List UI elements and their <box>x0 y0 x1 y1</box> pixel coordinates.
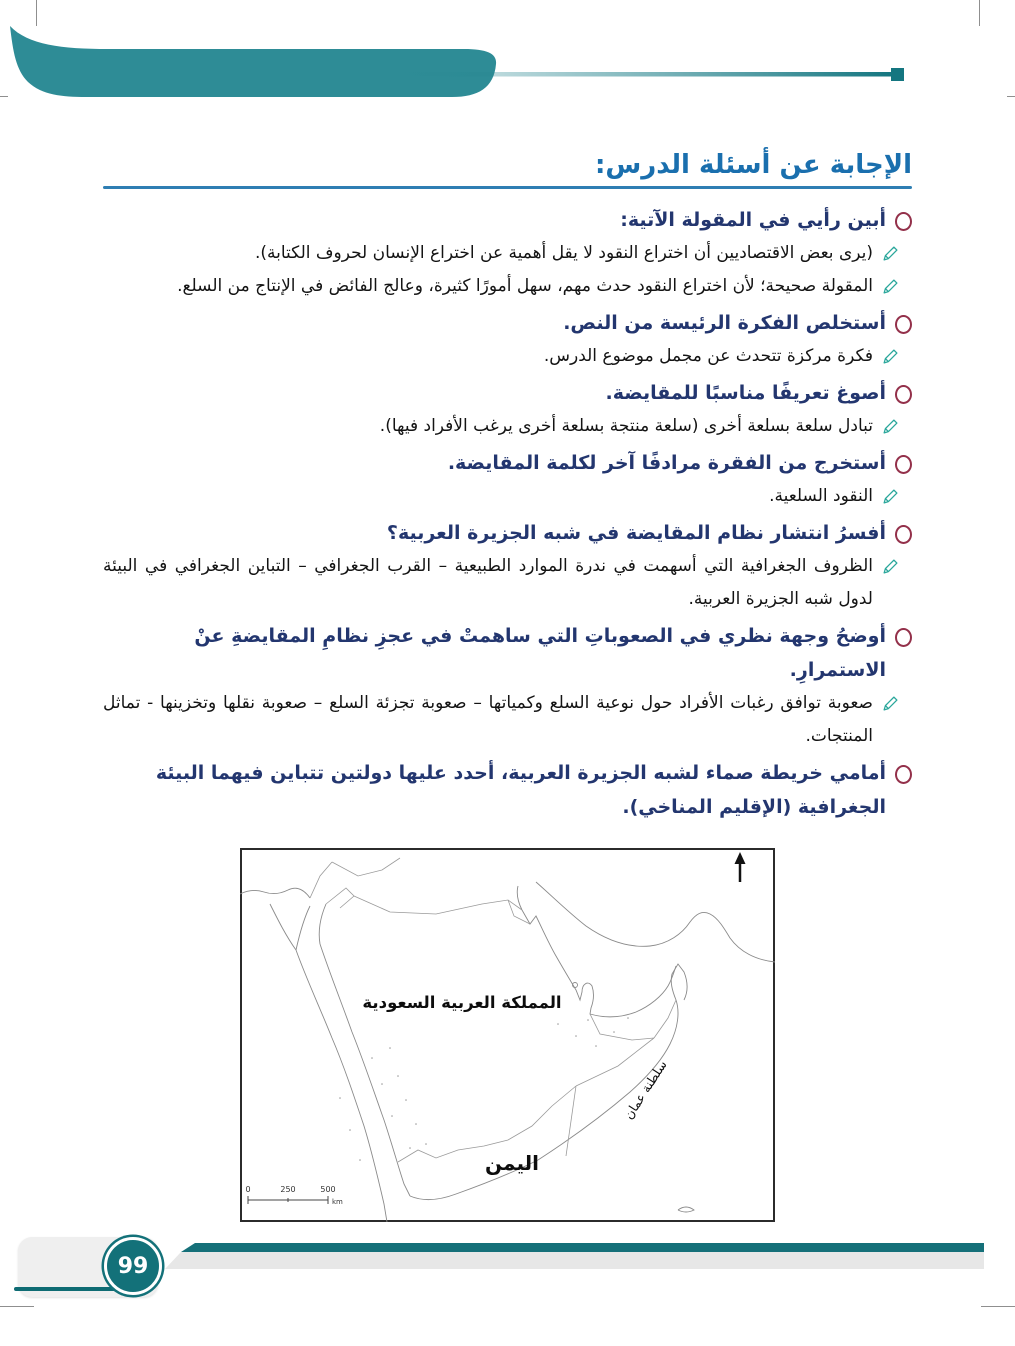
answer-row <box>103 480 912 513</box>
question-text: أصوغ تعريفًا مناسبًا للمقايضة. <box>605 382 886 404</box>
scale-tick-250: 250 <box>280 1185 296 1194</box>
answer-row <box>103 270 912 303</box>
scale-tick-0: 0 <box>245 1185 251 1194</box>
scale-unit: km <box>332 1198 343 1206</box>
pencil-icon <box>882 245 899 262</box>
page-number: 99 <box>117 1253 149 1279</box>
answer-text: فكرة مركزة تتحدث عن مجمل موضوع الدرس. <box>543 346 873 366</box>
question-text: أمامي خريطة صماء لشبه الجزيرة العربية، أحدد عليها دولتين تتباين فيهما البيئة الجغرافية (الإقليم المناخي). <box>155 762 886 818</box>
label-saudi-arabia: المملكة العربية السعودية <box>362 993 562 1012</box>
question-bullet-icon <box>895 628 912 647</box>
footer-accent-line <box>14 1287 124 1291</box>
question-bullet-icon <box>895 765 912 784</box>
question-row <box>103 619 912 687</box>
arabian-peninsula-map <box>240 848 775 1226</box>
answer-text: المقولة صحيحة؛ لأن اختراع النقود حدث مهم، سهل أمورًا كثيرة، وعالج الفائض في الإنتاج من السلع. <box>177 276 873 296</box>
question-bullet-icon <box>895 455 912 474</box>
answer-row <box>103 340 912 373</box>
answer-text: صعوبة توافق رغبات الأفراد حول نوعية السلع وكمياتها – صعوبة تجزئة السلع – صعوبة نقلها وتخزينها - تماثل المنتجات. <box>103 693 873 746</box>
header-rule-endcap <box>891 68 904 81</box>
question-row <box>103 446 912 480</box>
answer-row <box>103 550 912 616</box>
answer-text: الظروف الجغرافية التي أسهمت في ندرة الموارد الطبيعية – القرب الجغرافي – التباين الجغرافي في البيئة لدول شبه الجزيرة العربية. <box>103 556 873 609</box>
page-number-badge <box>104 1237 162 1295</box>
crop-mark <box>0 1306 34 1307</box>
answer-row <box>103 237 912 270</box>
scale-tick-500: 500 <box>320 1185 336 1194</box>
footer-gray-bar <box>165 1252 984 1269</box>
section-title: الإجابة عن أسئلة الدرس: <box>594 150 912 180</box>
question-text: أستخرج من الفقرة مرادفًا آخر لكلمة المقايضة. <box>447 452 886 474</box>
question-row <box>103 203 912 237</box>
question-text: أفسرُ انتشار نظام المقايضة في شبه الجزيرة العربية؟ <box>386 522 886 544</box>
question-text: أستخلص الفكرة الرئيسة من النص. <box>563 312 886 334</box>
question-row <box>103 376 912 410</box>
title-underline <box>103 186 912 189</box>
label-oman: سلطنة عمان <box>620 1057 670 1122</box>
pencil-icon <box>882 488 899 505</box>
header-swoosh-shape <box>10 26 496 97</box>
question-row <box>103 306 912 340</box>
question-text: أبين رأيي في المقولة الآتية: <box>620 209 886 231</box>
question-answer-list <box>103 203 912 824</box>
answer-row <box>103 410 912 443</box>
pencil-icon <box>882 695 899 712</box>
crop-mark <box>981 1306 1015 1307</box>
question-row <box>103 516 912 550</box>
answer-text: (يرى بعض الاقتصاديين أن اختراع النقود لا يقل أهمية عن اختراع الإنسان لحروف الكتابة). <box>254 243 873 263</box>
lesson-answers-section <box>103 146 912 1226</box>
answer-row <box>103 687 912 753</box>
pencil-icon <box>882 278 899 295</box>
footer-teal-bar <box>181 1243 984 1252</box>
question-bullet-icon <box>895 525 912 544</box>
question-bullet-icon <box>895 385 912 404</box>
pencil-icon <box>882 348 899 365</box>
header-decoration <box>0 0 1015 112</box>
pencil-icon <box>882 418 899 435</box>
question-bullet-icon <box>895 315 912 334</box>
question-bullet-icon <box>895 212 912 231</box>
answer-text: النقود السلعية. <box>769 486 873 506</box>
header-rule <box>335 72 893 77</box>
pencil-icon <box>882 558 899 575</box>
question-row <box>103 756 912 824</box>
question-text: أوضحُ وجهة نظري في الصعوباتِ التي ساهمتْ في عجزِ نظامِ المقايضةِ عنْ الاستمرارِ. <box>194 625 886 681</box>
answer-text: تبادل سلعة بسلعة أخرى (سلعة منتجة بسلعة أخرى يرغب الأفراد فيها). <box>379 416 873 436</box>
label-yemen: اليمن <box>485 1151 539 1175</box>
